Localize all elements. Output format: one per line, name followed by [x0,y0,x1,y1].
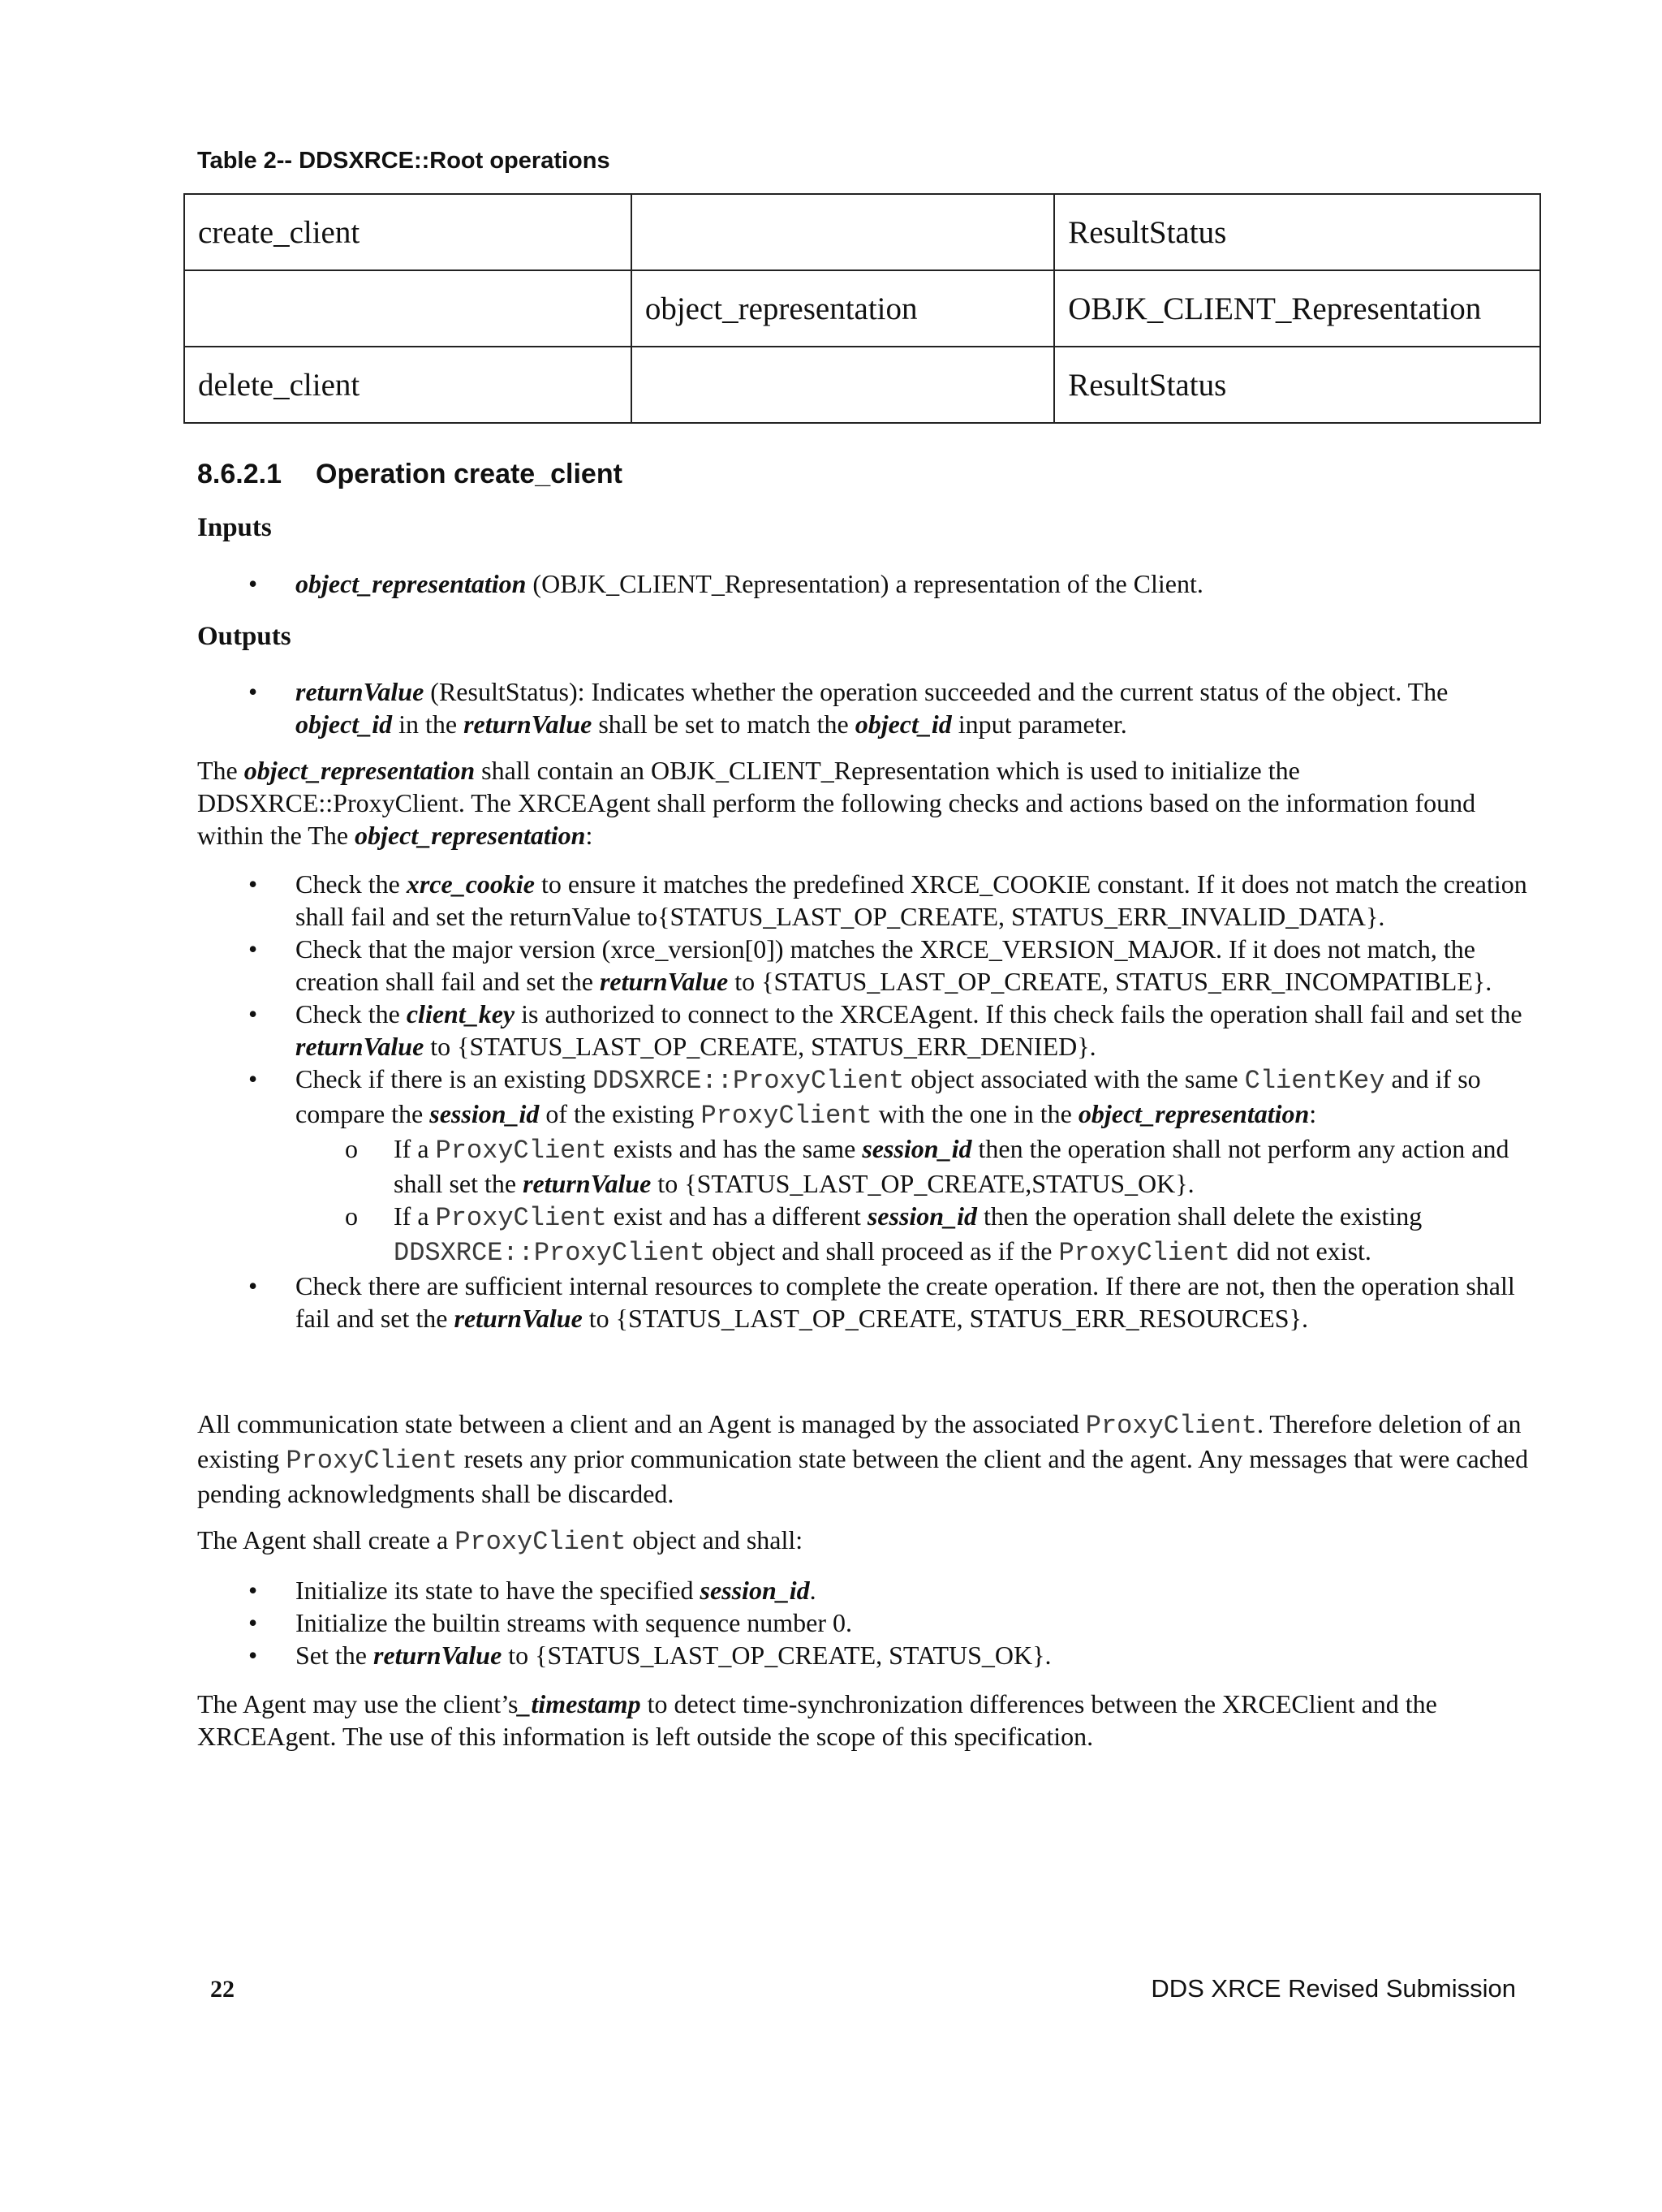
table-row [184,347,1540,423]
list-item: • object_representation (OBJK_CLIENT_Representation) a representation of the Client. [197,567,1536,600]
sub-list [295,1132,1536,1270]
section-heading [197,459,622,490]
table-row [184,270,1540,347]
checks-list [197,868,1536,1335]
outputs-list [197,675,1536,740]
paragraph-object-representation: The object_representation shall contain an OBJK_CLIENT_Representation which is used to initialize the DDSXRCE::ProxyClient. The XRCEAgent shall perform the following checks and actions based on the information found within the The object_representation: [197,756,1476,850]
actions-list [197,1574,1536,1671]
inputs-label: Inputs [197,513,272,542]
list-item: • Check the xrce_cookie to ensure it matches the predefined XRCE_COOKIE constant. If it does not match the creation shall fail and set the returnValue to{STATUS_LAST_OP_CREATE, STATUS_ERR_INVALID_DATA}. [197,868,1536,933]
page-number: 22 [210,1976,235,2003]
section-number: 8.6.2.1 [197,459,282,489]
list-item: • Initialize the builtin streams with sequence number 0. [197,1606,1536,1639]
list-item: • Check there are sufficient internal resources to complete the create operation. If there are not, then the operation shall fail and set the returnValue to {STATUS_LAST_OP_CREATE, STATUS_ERR_RESOURCES}. [197,1270,1536,1335]
sub-list-item: o If a ProxyClient exists and has the same session_id then the operation shall not perform any action and shall set the returnValue to {STATUS_LAST_OP_CREATE,STATUS_OK}. [295,1132,1536,1200]
sub-list-item: o If a ProxyClient exist and has a different session_id then the operation shall delete the existing DDSXRCE::ProxyClient object and shall proceed as if the ProxyClient did not exist. [295,1200,1536,1270]
table-cell: create_client [184,194,631,270]
table-row [184,194,1540,270]
list-item: • Set the returnValue to {STATUS_LAST_OP_CREATE, STATUS_OK}. [197,1639,1536,1671]
table-cell [631,347,1054,423]
paragraph-communication-state: All communication state between a client and an Agent is managed by the associated ProxyClient. Therefore deletion of an existing ProxyClient resets any prior communication state between the client and the agent. Any messages that were cached pending acknowledgments shall be discarded. [197,1409,1529,1508]
inputs-list [197,567,1536,600]
table-cell [631,194,1054,270]
table-cell: delete_client [184,347,631,423]
list-item: • Check if there is an existing DDSXRCE::ProxyClient object associated with the same ClientKey and if so compare the session_id of the existing ProxyClient with the one in the object_representation: o If a ProxyClient exists and has the same session_id then the operation shall not perform any action and shall set the returnValue to {STATUS_LAST_OP_CREATE,STATUS_OK}. o If a ProxyClient exist and has a different session_id then the operation shall delete the existing DDSXRCE::ProxyClient object and shall proceed as if the ProxyClient did not exist. [197,1063,1536,1270]
table-cell: ResultStatus [1054,347,1540,423]
table-cell: object_representation [631,270,1054,347]
section-title: Operation create_client [316,459,622,489]
list-item: • returnValue (ResultStatus): Indicates whether the operation succeeded and the current status of the object. The object_id in the returnValue shall be set to match the object_id input parameter. [197,675,1536,740]
table-cell [184,270,631,347]
outputs-label: Outputs [197,622,291,651]
list-item: • Initialize its state to have the specified session_id. [197,1574,1536,1606]
table-cell: OBJK_CLIENT_Representation [1054,270,1540,347]
paragraph-timestamp: The Agent may use the client’s_timestamp to detect time-synchronization differences between the XRCEClient and the XRCEAgent. The use of this information is left outside the scope of this specification. [197,1689,1437,1751]
table-caption: Table 2-- DDSXRCE::Root operations [197,148,610,174]
paragraph-agent-create: The Agent shall create a ProxyClient object and shall: [197,1525,803,1557]
list-item: • Check the client_key is authorized to connect to the XRCEAgent. If this check fails the operation shall fail and set the returnValue to {STATUS_LAST_OP_CREATE, STATUS_ERR_DENIED}. [197,998,1536,1063]
list-item: • Check that the major version (xrce_version[0]) matches the XRCE_VERSION_MAJOR. If it does not match, the creation shall fail and set the returnValue to {STATUS_LAST_OP_CREATE, STATUS_ERR_INCOMPATIBLE}. [197,933,1536,998]
root-operations-table [183,193,1541,424]
table-cell: ResultStatus [1054,194,1540,270]
footer-title: DDS XRCE Revised Submission [1151,1974,1516,2003]
